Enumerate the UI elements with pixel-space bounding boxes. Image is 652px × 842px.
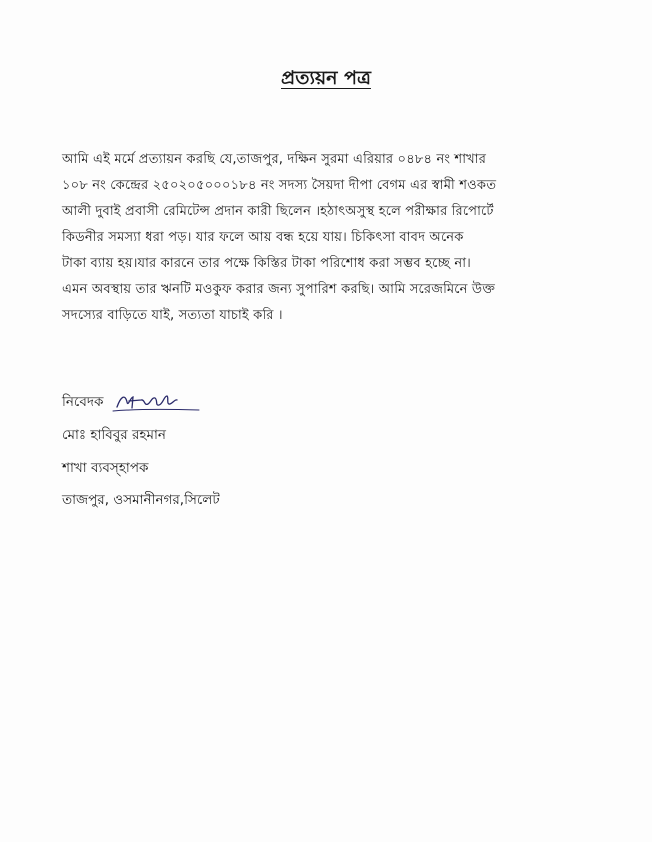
- signatory-name: মোঃ হাবিবুর রহমান: [62, 427, 166, 443]
- body-line: আলী দুবাই প্রবাসী রেমিটেন্স প্রদান কারী ছিলেন ।হঠাৎঅসুস্থ হলে পরীক্ষার রিপোর্টে: [62, 204, 494, 219]
- body-line: আমি এই মর্মে প্রত্যায়ন করছি যে,তাজপুর, দক্ষিন সুরমা এরিয়ার ০৪৮৪ নং শাখার: [62, 152, 487, 167]
- body-line: কিডনীর সমস্যা ধরা পড়। যার ফলে আয় বন্ধ হয়ে যায়। চিকিৎসা বাবদ অনেক: [62, 230, 464, 245]
- body-line: সদস্যের বাড়িতে যাই, সত্যতা যাচাই করি ।: [62, 308, 283, 323]
- signatory-address: তাজপুর, ওসমানীনগর,সিলেট: [62, 492, 220, 508]
- body-line: টাকা ব্যায় হয়।যার কারনে তার পক্ষে কিস্তির টাকা পরিশোধ করা সম্ভব হচ্ছে না।: [62, 256, 471, 271]
- handwritten-signature: [111, 388, 201, 414]
- document-title: [0, 64, 652, 96]
- body-line: এমন অবস্থায় তার ঋনটি মওকুফ করার জন্য সুপারিশ করছি। আমি সরেজমিনে উক্ত: [62, 282, 496, 297]
- document-title-text: প্রত্যয়ন পত্র: [281, 67, 371, 89]
- signatory-designation: শাখা ব্যবস্হাপক: [62, 460, 149, 476]
- signature-row: [62, 388, 201, 414]
- body-line: ১০৮ নং কেন্দ্রের ২৫০২০৫০০০১৮৪ নং সদস্য সৈয়দা দীপা বেগম এর স্বামী শওকত: [62, 178, 497, 193]
- closing-label: নিবেদক: [62, 394, 104, 410]
- certificate-body: [62, 147, 622, 329]
